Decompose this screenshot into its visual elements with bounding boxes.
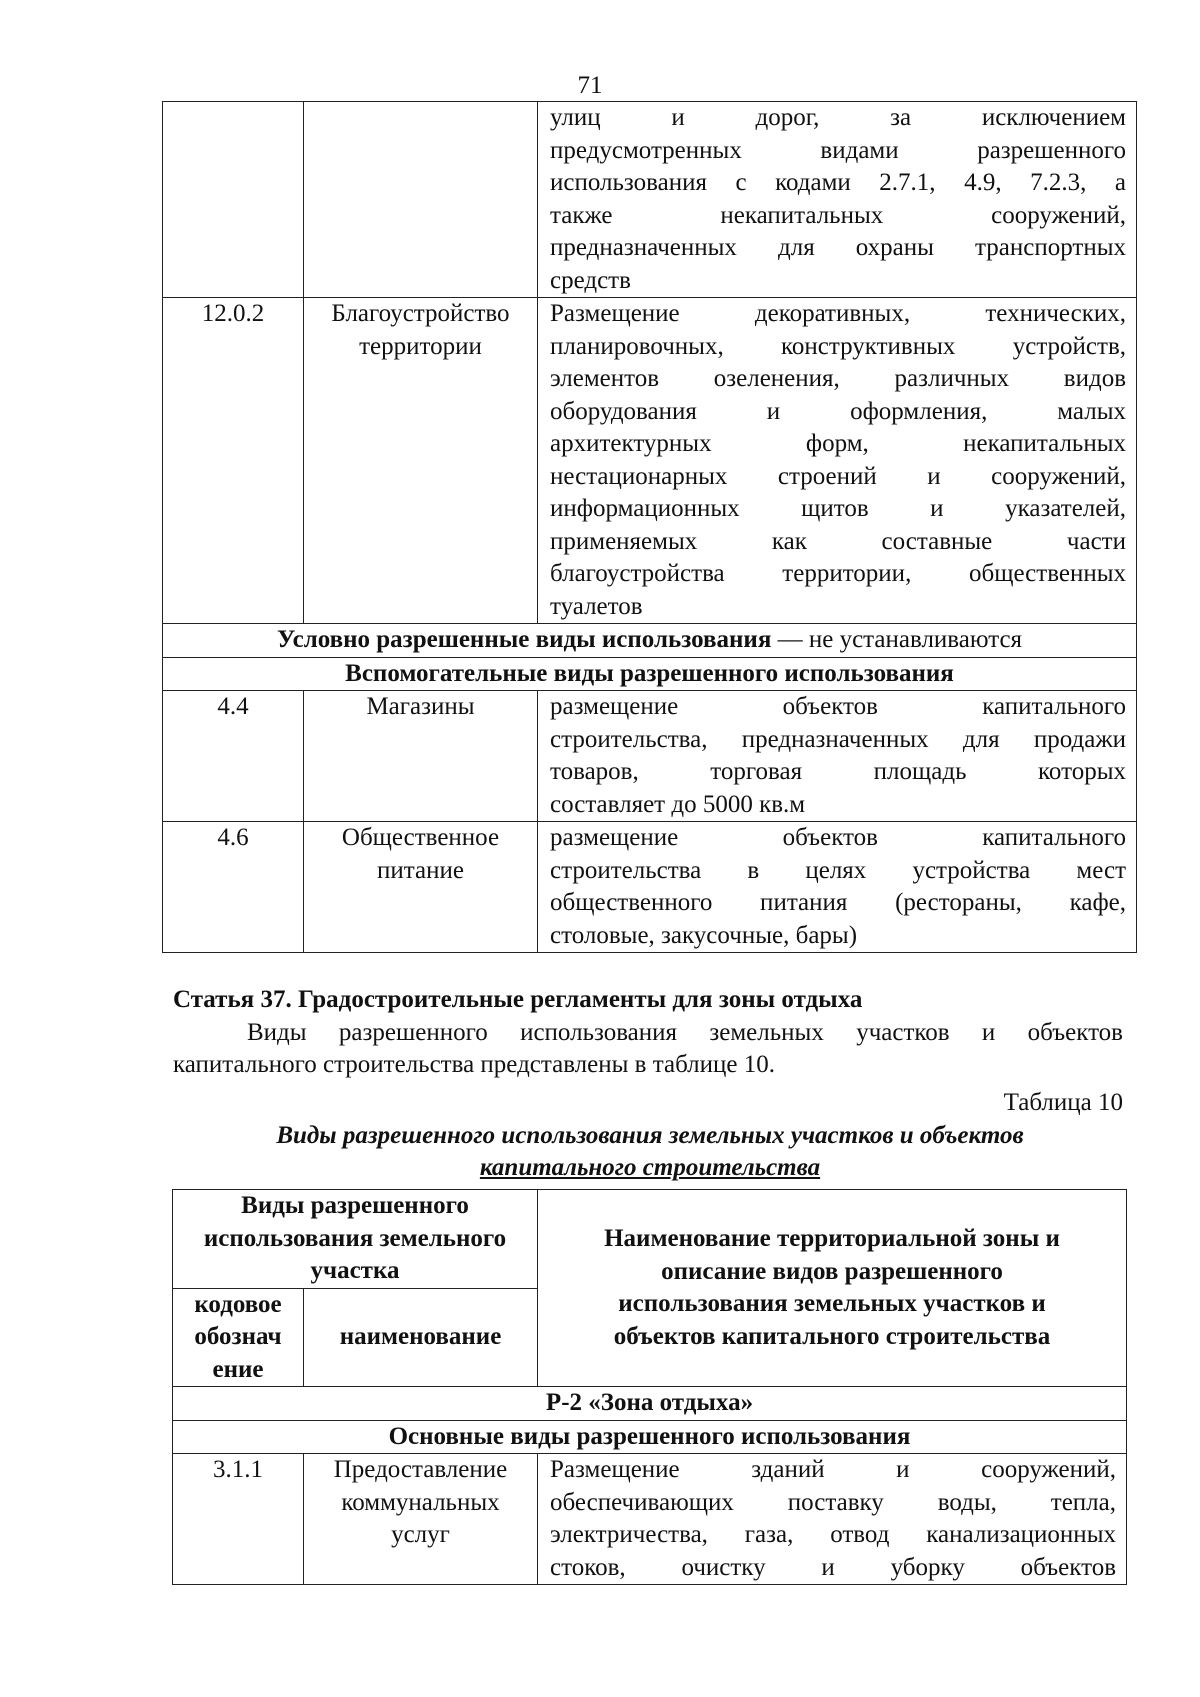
table-row [163,691,1137,822]
zone-row: Р-2 «Зона отдыха» [173,1387,1127,1421]
row-description: Размещение декоративных, технических, планировочных, конструктивных устройств, элементов озеленения, различных видов оборудования и оформления, малых архитектурных форм, некапитальных нестационарных строений и сооружений, информационных щитов и указателей, применяемых как составные части благоустройства территории, общественных туалетов [538,298,1137,624]
row-description: Размещение зданий и сооружений, обеспечивающих поставку воды, тепла, электричества, газа, отвод канализационных стоков, очистку и уборку объектов [538,1454,1127,1585]
table-row [173,1454,1127,1585]
row-name: Благоустройство территории [304,298,538,624]
name-column-header: наименование [304,1288,538,1387]
land-use-table-continued [162,101,1137,953]
table-header-row [173,1190,1127,1289]
row-code: 4.6 [163,822,304,953]
page-number: 71 [577,72,603,99]
row-description: размещение объектов капитального строительства, предназначенных для продажи товаров, торговая площадь которых составляет до 5000 кв.м [538,691,1137,822]
table-row [163,822,1137,953]
row-name: Магазины [304,691,538,822]
table-title: Виды разрешенного использования земельных участков и объектов капитального строительства [276,1122,1024,1181]
table-row [163,102,1137,298]
row-description: улиц и дорог, за исключением предусмотренных видами разрешенного использования с кодами 2.7.1, 4.9, 7.2.3, а также некапитальных сооружений, предназначенных для охраны транспортных средств [538,102,1137,298]
main-uses-header: Основные виды разрешенного использования [173,1420,1127,1454]
row-description: размещение объектов капитального строительства в целях устройства мест общественного питания (рестораны, кафе, столовые, закусочные, бары) [538,822,1137,953]
code-column-header: кодовое обознач ение [173,1288,304,1387]
table-label: Таблица 10 [1003,1089,1123,1116]
article-heading: Статья 37. Градостроительные регламенты для зоны отдыха [173,986,863,1013]
description-column-header: Наименование территориальной зоны и описание видов разрешенного использования земельных участков и объектов капитального строительства [538,1190,1127,1387]
row-code: 3.1.1 [173,1454,304,1585]
land-use-table-10 [172,1189,1127,1585]
row-name: Общественное питание [304,822,538,953]
article-paragraph: Виды разрешенного использования земельных участков и объектов капитального строительства представлены в таблице 10. [173,1019,1123,1078]
conditional-uses-row: Условно разрешенные виды использования — не устанавливаются [163,624,1137,658]
row-code: 12.0.2 [163,298,304,624]
row-code: 4.4 [163,691,304,822]
row-name: Предоставление коммунальных услуг [304,1454,538,1585]
column-group-header: Виды разрешенного использования земельного участка [173,1190,538,1289]
auxiliary-uses-header: Вспомогательные виды разрешенного использования [163,657,1137,691]
table-row [163,298,1137,624]
